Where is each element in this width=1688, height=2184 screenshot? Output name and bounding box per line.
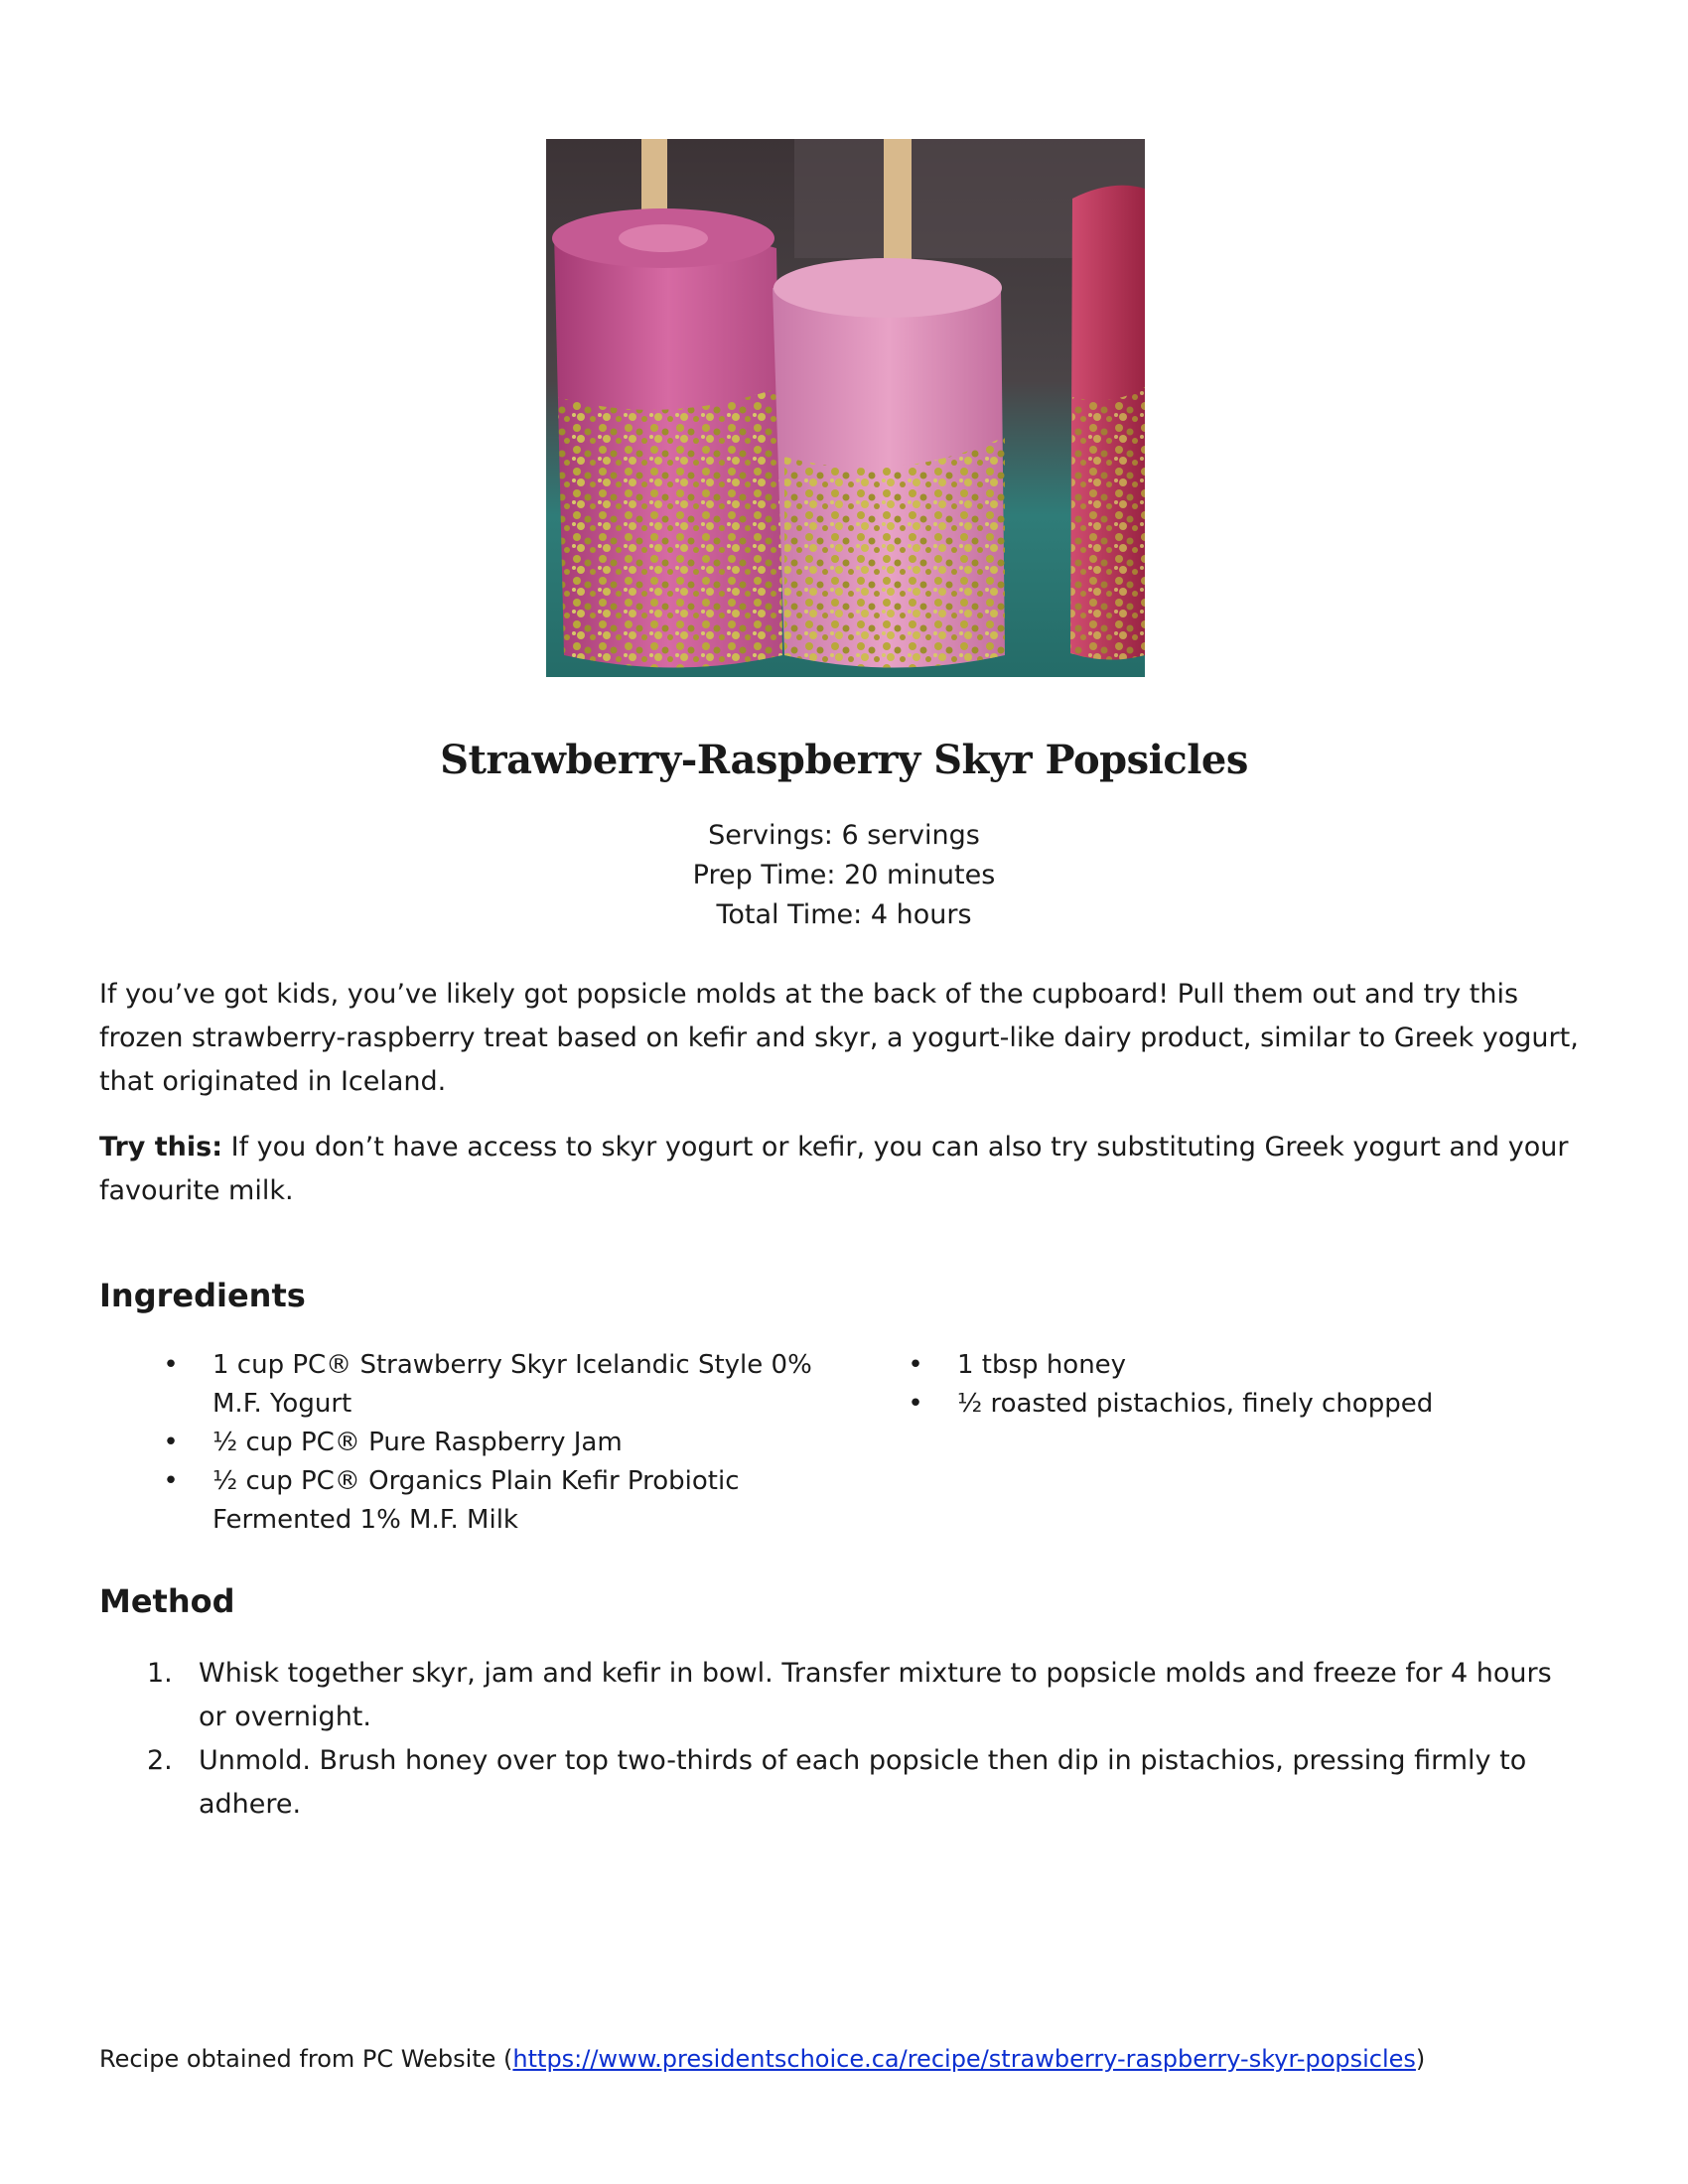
- servings: Servings: 6 servings: [708, 820, 980, 851]
- recipe-tip: [99, 1126, 1609, 1213]
- prep-time: Prep Time: 20 minutes: [692, 860, 996, 890]
- method-steps: [147, 1652, 1577, 1827]
- total-time: Total Time: 4 hours: [716, 899, 972, 930]
- ingredient-item: • ½ cup PC® Organics Plain Kefir Probiotic Fermented 1% M.F. Milk: [161, 1462, 856, 1540]
- step-number: 2.: [147, 1745, 173, 1776]
- popsicles-illustration: [546, 139, 1145, 677]
- step-number: 1.: [147, 1658, 173, 1689]
- bullet-icon: •: [163, 1428, 179, 1457]
- bullet-icon: •: [163, 1350, 179, 1380]
- footer-prefix: Recipe obtained from PC Website (: [99, 2045, 513, 2073]
- tip-text: If you don’t have access to skyr yogurt or kefir, you can also try substituting Greek yogurt and your favourite milk.: [99, 1132, 1569, 1206]
- ingredients-list-right: [906, 1346, 1601, 1424]
- bullet-icon: •: [163, 1466, 179, 1496]
- source-footer: [99, 2045, 1648, 2073]
- ingredient-item: • ½ roasted pistachios, finely chopped: [906, 1385, 1601, 1424]
- footer-suffix: ): [1415, 2045, 1426, 2073]
- tip-label: Try this:: [99, 1132, 223, 1162]
- method-heading: Method: [99, 1582, 235, 1620]
- step-text: Unmold. Brush honey over top two-thirds of each popsicle then dip in pistachios, pressing firmly to adhere.: [199, 1745, 1527, 1820]
- ingredient-item: • 1 tbsp honey: [906, 1346, 1601, 1385]
- recipe-title: Strawberry-Raspberry Skyr Popsicles: [440, 737, 1248, 783]
- ingredients-heading: Ingredients: [99, 1277, 306, 1314]
- popsicles-photo: [546, 139, 1145, 677]
- source-link[interactable]: https://www.presidentschoice.ca/recipe/strawberry-raspberry-skyr-popsicles: [512, 2045, 1416, 2073]
- method-step: [147, 1739, 1577, 1827]
- ingredient-item: • 1 cup PC® Strawberry Skyr Icelandic Style 0% M.F. Yogurt: [161, 1346, 856, 1424]
- recipe-meta: [0, 816, 1688, 935]
- bullet-icon: •: [908, 1389, 923, 1419]
- recipe-intro: If you’ve got kids, you’ve likely got popsicle molds at the back of the cupboard! Pull them out and try this frozen strawberry-raspberry treat based on kefir and skyr, a yogurt-like dairy product, similar to Greek yogurt, that originated in Iceland.: [99, 979, 1579, 1097]
- method-step: [147, 1652, 1577, 1739]
- ingredient-item: • ½ cup PC® Pure Raspberry Jam: [161, 1424, 856, 1462]
- step-text: Whisk together skyr, jam and kefir in bowl. Transfer mixture to popsicle molds and freeze for 4 hours or overnight.: [199, 1658, 1552, 1732]
- bullet-icon: •: [908, 1350, 923, 1380]
- ingredients-list-left: [161, 1346, 856, 1540]
